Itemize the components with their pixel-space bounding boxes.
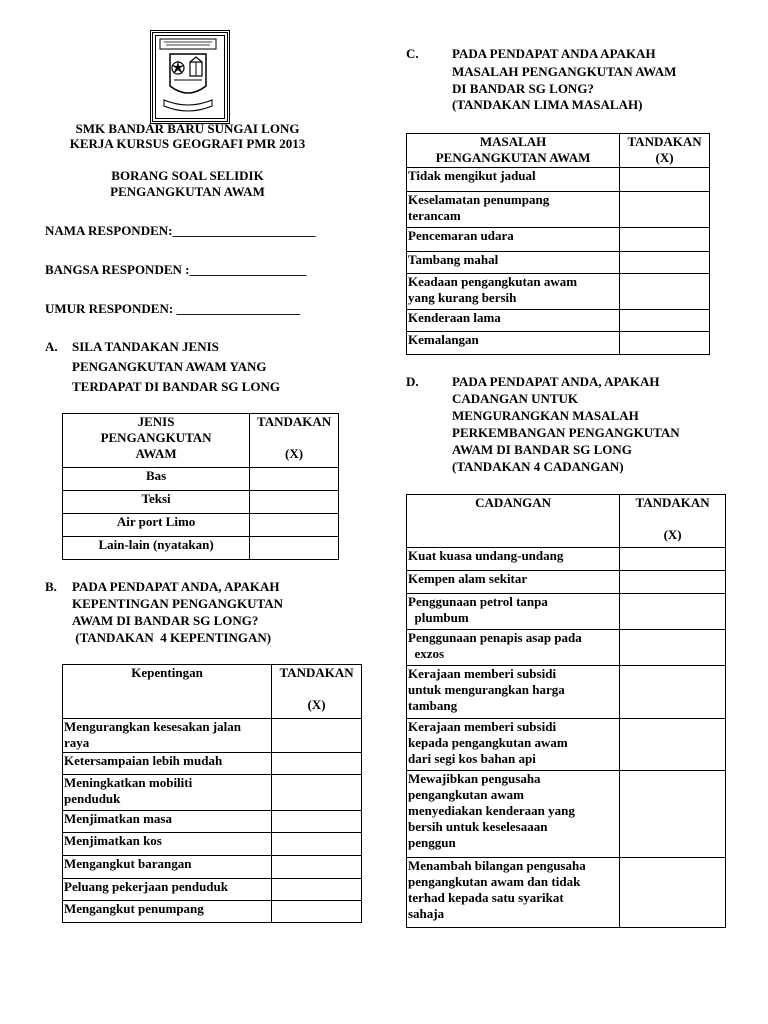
- table-row: [63, 775, 362, 811]
- tick-cell[interactable]: [272, 833, 362, 856]
- option-label: Meningkatkan mobiliti penduduk: [63, 775, 272, 811]
- option-label: Mengangkut barangan: [63, 856, 272, 879]
- tick-cell[interactable]: [250, 537, 339, 560]
- tick-cell[interactable]: [620, 719, 726, 771]
- table-row: [407, 630, 726, 666]
- tick-cell[interactable]: [620, 548, 726, 571]
- tick-cell[interactable]: [620, 332, 710, 355]
- section-c-question-4: (TANDAKAN LIMA MASALAH): [452, 97, 643, 112]
- option-label: Kempen alam sekitar: [407, 571, 620, 594]
- tick-cell[interactable]: [620, 630, 726, 666]
- tick-cell[interactable]: [620, 228, 710, 252]
- umur-responden-field[interactable]: UMUR RESPONDEN: ___________________: [45, 301, 300, 316]
- option-label: Mengurangkan kesesakan jalan raya: [63, 719, 272, 753]
- table-row: [63, 856, 362, 879]
- table-row: [63, 537, 339, 560]
- table-row: [407, 274, 710, 310]
- option-label: Menjimatkan masa: [63, 811, 272, 833]
- table-row: [63, 811, 362, 833]
- option-label: Kemalangan: [407, 332, 620, 355]
- table-row: [407, 310, 710, 332]
- table-row: [407, 571, 726, 594]
- section-b-question-1: PADA PENDAPAT ANDA, APAKAH: [72, 579, 280, 594]
- section-d-table: [406, 494, 726, 928]
- tick-cell[interactable]: [250, 514, 339, 537]
- table-row: [407, 192, 710, 228]
- tick-cell[interactable]: [620, 594, 726, 630]
- tick-cell[interactable]: [272, 753, 362, 775]
- school-name: SMK BANDAR BARU SUNGAI LONG: [75, 121, 300, 136]
- tandakan-header: TANDAKAN (X): [620, 134, 710, 168]
- nama-responden-field[interactable]: NAMA RESPONDEN:______________________: [45, 223, 316, 238]
- table-row: [407, 858, 726, 928]
- section-c-table: [406, 133, 710, 355]
- table-row: [407, 228, 710, 252]
- tick-cell[interactable]: [620, 192, 710, 228]
- option-label: Kerajaan memberi subsidi kepada pengangkutan awam dari segi kos bahan api: [407, 719, 620, 771]
- section-a-question-2: PENGANGKUTAN AWAM YANG: [72, 359, 267, 374]
- course-title: KERJA KURSUS GEOGRAFI PMR 2013: [69, 136, 306, 151]
- option-label: Mewajibkan pengusaha pengangkutan awam menyediakan kenderaan yang bersih untuk keselesaaan penggun: [407, 771, 620, 858]
- option-label: Penggunaan penapis asap pada exzos: [407, 630, 620, 666]
- section-d-question-4: PERKEMBANGAN PENGANGKUTAN: [452, 425, 680, 440]
- section-a-table: [62, 413, 339, 560]
- table-row: [63, 468, 339, 491]
- tick-cell[interactable]: [272, 879, 362, 901]
- form-title-line-2: PENGANGKUTAN AWAM: [110, 184, 265, 199]
- option-label: Keadaan pengangkutan awam yang kurang bersih: [407, 274, 620, 310]
- section-d-question-5: AWAM DI BANDAR SG LONG: [452, 442, 632, 457]
- table-row: [407, 548, 726, 571]
- tick-cell[interactable]: [272, 811, 362, 833]
- form-title-line-1: BORANG SOAL SELIDIK: [111, 168, 264, 183]
- option-label: Tambang mahal: [407, 252, 620, 274]
- table-row: [63, 833, 362, 856]
- option-label: Pencemaran udara: [407, 228, 620, 252]
- school-crest-icon: [156, 36, 220, 114]
- option-label: Ketersampaian lebih mudah: [63, 753, 272, 775]
- table-row: [63, 719, 362, 753]
- tick-cell[interactable]: [620, 666, 726, 719]
- section-b-letter: B.: [45, 579, 57, 594]
- section-d-letter: D.: [406, 374, 419, 389]
- section-a-question-1: SILA TANDAKAN JENIS: [72, 339, 219, 354]
- section-c-question-2: MASALAH PENGANGKUTAN AWAM: [452, 64, 677, 79]
- section-d-question-6: (TANDAKAN 4 CADANGAN): [452, 459, 624, 474]
- column-header: MASALAH PENGANGKUTAN AWAM: [407, 134, 620, 168]
- bangsa-responden-field[interactable]: BANGSA RESPONDEN :__________________: [45, 262, 307, 277]
- option-label: Mengangkut penumpang: [63, 901, 272, 923]
- section-c-question-3: DI BANDAR SG LONG?: [452, 81, 594, 96]
- section-b-question-3: AWAM DI BANDAR SG LONG?: [72, 613, 259, 628]
- column-header: Kepentingan: [63, 665, 272, 719]
- table-header-row: [407, 495, 726, 548]
- tandakan-header: TANDAKAN (X): [272, 665, 362, 719]
- tick-cell[interactable]: [250, 491, 339, 514]
- section-a-question-3: TERDAPAT DI BANDAR SG LONG: [72, 379, 281, 394]
- table-row: [63, 514, 339, 537]
- option-label: Keselamatan penumpang terancam: [407, 192, 620, 228]
- table-row: [63, 753, 362, 775]
- tick-cell[interactable]: [272, 856, 362, 879]
- table-row: [407, 168, 710, 192]
- tick-cell[interactable]: [620, 274, 710, 310]
- tick-cell[interactable]: [620, 858, 726, 928]
- section-d-question-2: CADANGAN UNTUK: [452, 391, 579, 406]
- school-logo: [150, 30, 230, 124]
- tick-cell[interactable]: [620, 168, 710, 192]
- option-label: Air port Limo: [63, 514, 250, 537]
- tick-cell[interactable]: [620, 771, 726, 858]
- section-d-question-1: PADA PENDAPAT ANDA, APAKAH: [452, 374, 660, 389]
- table-row: [63, 879, 362, 901]
- option-label: Kuat kuasa undang-undang: [407, 548, 620, 571]
- option-label: Menambah bilangan pengusaha pengangkutan awam dan tidak terhad kepada satu syarikat sahaja: [407, 858, 620, 928]
- table-row: [407, 332, 710, 355]
- table-row: [407, 719, 726, 771]
- section-a-letter: A.: [45, 339, 58, 354]
- option-label: Penggunaan petrol tanpa plumbum: [407, 594, 620, 630]
- column-header: CADANGAN: [407, 495, 620, 548]
- tick-cell[interactable]: [620, 571, 726, 594]
- section-c-question-1: PADA PENDAPAT ANDA APAKAH: [452, 46, 656, 61]
- tick-cell[interactable]: [620, 252, 710, 274]
- table-row: [407, 594, 726, 630]
- table-header-row: [63, 414, 339, 468]
- option-label: Bas: [63, 468, 250, 491]
- table-row: [63, 901, 362, 923]
- tick-cell[interactable]: [272, 719, 362, 753]
- table-row: [407, 771, 726, 858]
- table-row: [407, 252, 710, 274]
- tick-cell[interactable]: [272, 901, 362, 923]
- section-b-table: [62, 664, 362, 923]
- tandakan-header: TANDAKAN (X): [250, 414, 339, 468]
- section-d-question-3: MENGURANGKAN MASALAH: [452, 408, 639, 423]
- tick-cell[interactable]: [250, 468, 339, 491]
- option-label: Lain-lain (nyatakan): [63, 537, 250, 560]
- section-b-question-4: (TANDAKAN 4 KEPENTINGAN): [72, 630, 272, 645]
- option-label: Peluang pekerjaan penduduk: [63, 879, 272, 901]
- table-row: [63, 491, 339, 514]
- column-header: JENIS PENGANGKUTAN AWAM: [63, 414, 250, 468]
- table-header-row: [63, 665, 362, 719]
- option-label: Menjimatkan kos: [63, 833, 272, 856]
- table-header-row: [407, 134, 710, 168]
- table-row: [407, 666, 726, 719]
- section-c-letter: C.: [406, 46, 419, 61]
- option-label: Teksi: [63, 491, 250, 514]
- option-label: Kerajaan memberi subsidi untuk mengurangkan harga tambang: [407, 666, 620, 719]
- option-label: Tidak mengikut jadual: [407, 168, 620, 192]
- tick-cell[interactable]: [620, 310, 710, 332]
- tandakan-header: TANDAKAN (X): [620, 495, 726, 548]
- section-b-question-2: KEPENTINGAN PENGANGKUTAN: [72, 596, 284, 611]
- tick-cell[interactable]: [272, 775, 362, 811]
- option-label: Kenderaan lama: [407, 310, 620, 332]
